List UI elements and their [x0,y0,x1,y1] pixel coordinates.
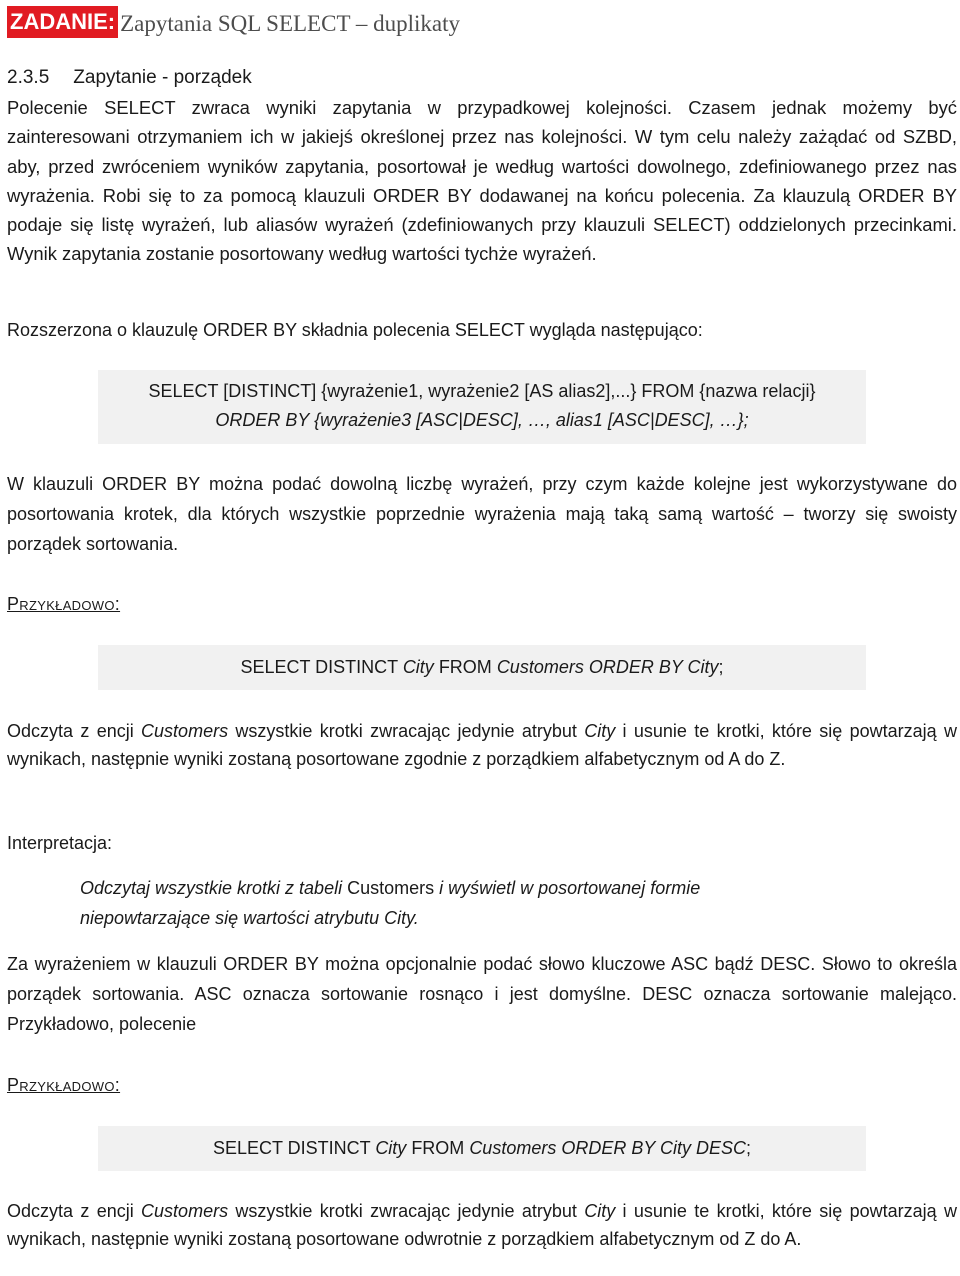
example1-part5: ; [718,657,724,677]
example2-description [7,1198,957,1253]
interpretation-text [80,873,800,933]
desc1-a: Odczyta z encji [7,721,142,741]
example2-part1: SELECT DISTINCT [212,1138,376,1158]
desc1-b: Customers [141,721,229,741]
interp-b: Customers [347,878,435,898]
syntax-box [98,370,866,444]
example-label-2: Przykładowo: [7,1075,121,1095]
example-box-2 [98,1126,866,1171]
example2-part3: FROM [406,1138,470,1158]
task-title: Zapytania SQL SELECT – duplikaty [120,11,460,36]
example1-part1: SELECT DISTINCT [240,657,403,677]
interp-a: Odczytaj wszystkie krotki z tabeli [80,878,348,898]
intro-paragraph: Polecenie SELECT zwraca wyniki zapytania w przypadkowej kolejności. Czasem jednak możemy być zainteresowani otrzymaniem ich w jakiejś określonej przez nas kolejności. W tym celu należy zażądać od SZBD, aby, przed zwróceniem wyników zapytania, posortował je według wartości dowolnego, zdefiniowanego przez nas wyrażenia. Robi się to za pomocą klauzuli ORDER BY dodawanej na końcu polecenia. Za klauzulą ORDER BY podaje się listę wyrażeń, lub aliasów wyrażeń (zdefiniowanych przy klauzuli SELECT) oddzielonych przecinkami. Wynik zapytania zostanie posortowany według wartości tychże wyrażeń. [7,97,957,265]
syntax-intro: Rozszerzona o klauzulę ORDER BY składnia polecenia SELECT wygląda następująco: [7,320,703,340]
interp-c: i wyświetl w posortowanej formie niepowtarzające się wartości atrybutu City. [80,878,701,928]
desc2-c: wszystkie krotki zwracając jedynie atrybut [228,1201,585,1221]
task-label: ZADANIE: [7,6,118,38]
desc1-e: i usunie te krotki, które się powtarzają w wynikach, następnie wyniki zostaną posortowane zgodnie z porządkiem alfabetycznym od A do Z. [7,721,958,769]
example-label-1: Przykładowo: [7,594,121,614]
desc1-c: wszystkie krotki zwracając jedynie atrybut [228,721,585,741]
example1-part4: Customers ORDER BY City [496,657,719,677]
interpretation-label: Interpretacja: [7,833,113,853]
desc2-d: City [584,1201,616,1221]
syntax-line-1: SELECT [DISTINCT] {wyrażenie1, wyrażenie2 [AS alias2],...} FROM {nazwa relacji} [148,381,816,401]
example1-description [7,718,957,773]
section-number: 2.3.5 [7,67,50,88]
example-box-1 [98,645,866,690]
example2-part5: ; [746,1138,752,1158]
order-by-paragraph: W klauzuli ORDER BY można podać dowolną liczbę wyrażeń, przy czym każde kolejne jest wykorzystywane do posortowania krotek, dla których wszystkie poprzednie wyrażenia mają taką samą wartość – tworzy się swoisty porządek sortowania. [7,474,957,554]
desc2-a: Odczyta z encji [7,1201,142,1221]
desc2-e: i usunie te krotki, które się powtarzają w wynikach, następnie wyniki zostaną posortowane odwrotnie z porządkiem alfabetycznym od Z do A. [7,1201,958,1249]
example1-part2: City [402,657,434,677]
example2-part2: City [375,1138,407,1158]
section-title: Zapytanie - porządek [73,67,252,88]
example2-part4: Customers ORDER BY City DESC [469,1138,747,1158]
example1-part3: FROM [433,657,497,677]
syntax-line-2: ORDER BY {wyrażenie3 [ASC|DESC], …, alias1 [ASC|DESC], …}; [215,410,749,430]
section-heading [7,64,252,92]
task-header [7,6,460,38]
asc-desc-paragraph: Za wyrażeniem w klauzuli ORDER BY można opcjonalnie podać słowo kluczowe ASC bądź DESC. Słowo to określa porządek sortowania. ASC oznacza sortowanie rosnąco i jest domyślne. DESC oznacza sortowanie malejąco. Przykładowo, polecenie [7,954,957,1034]
desc2-b: Customers [141,1201,229,1221]
desc1-d: City [584,721,616,741]
